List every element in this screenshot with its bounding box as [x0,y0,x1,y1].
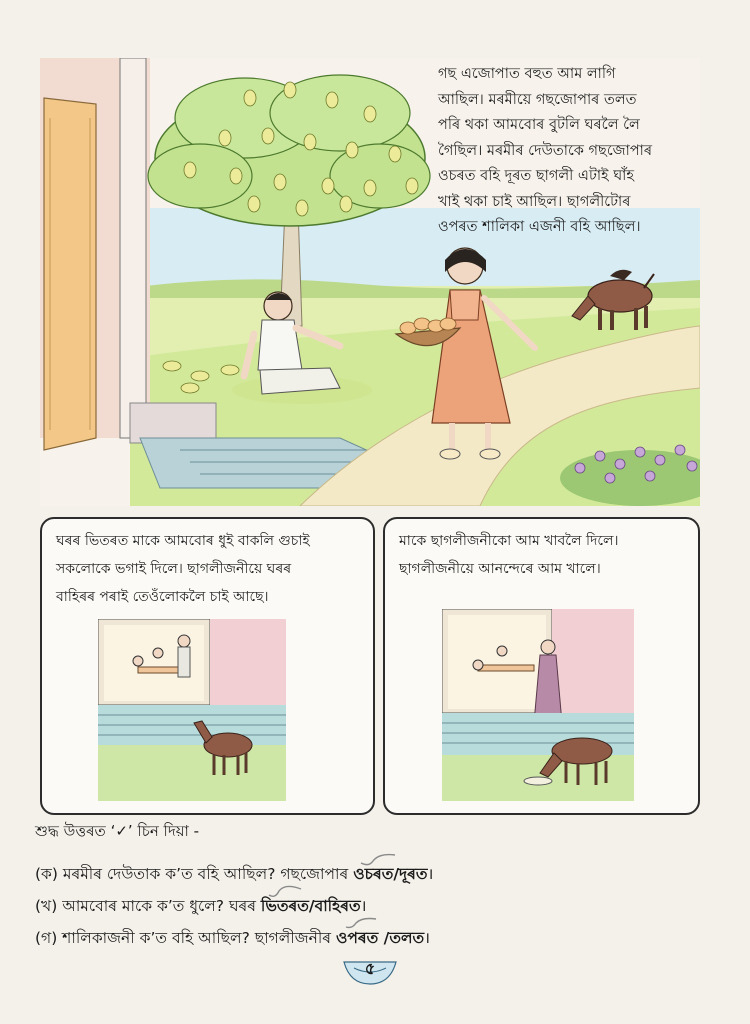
page-number-badge [340,950,400,990]
option-label: ওপৰত [335,929,379,947]
story-line: খাই থকা চাই আছিল। ছাগলীটোৰ [438,193,631,210]
question-ka [35,862,433,888]
story-line: পৰি থকা আমবোৰ বুটলি ঘৰলৈ লৈ [438,117,640,133]
answer-option[interactable] [261,897,309,915]
answer-option[interactable] [336,929,378,947]
option-label: ভিতৰত [260,897,309,915]
answer-option[interactable]: তলত [389,929,425,947]
story-line: ওপৰত শালিকা এজনী বহি আছিল। [438,219,641,235]
panel-right-text [399,527,618,583]
option-separator: / [308,897,315,915]
story-paragraph-top [438,62,708,241]
answer-option[interactable] [353,865,393,883]
panel-line: বাহিৰৰ পৰাই তেওঁলোকলৈ চাই আছে। [56,589,269,605]
panel-line: সকলোকে ভগাই দিলে। ছাগলীজনীয়ে ঘৰৰ [56,561,292,577]
option-label: ওচৰত [353,865,394,883]
story-line: আছিল। মৰমীয়ে গছজোপাৰ তলত [438,91,637,108]
answer-option[interactable]: দূৰত [399,865,428,883]
page-number: ৫ [364,959,376,978]
option-separator: / [393,865,399,883]
story-line: গছ এজোপাত বহুত আম লাগি [438,66,616,82]
question-ga [35,926,430,952]
pencil-tick-icon [267,883,307,899]
question-text: (ক) মৰমীৰ দেউতাক ক’ত বহি আছিল? গছজোপাৰ [35,865,354,883]
question-text: (খ) আমবোৰ মাকে ক’ত ধুলে? ঘৰৰ [35,897,261,915]
mango-plate [524,777,552,785]
option-separator: / [378,929,390,947]
exercise-title: শুদ্ধ উত্তৰত ‘✓’ চিন দিয়া - [35,822,200,840]
answer-option[interactable]: বাহিৰত [314,897,361,915]
indoor-scene-illustration [98,619,286,801]
panel-line: ছাগলীজনীয়ে আনন্দেৰে আম খালে। [399,561,601,577]
question-kha [35,894,367,920]
pencil-tick-icon [359,851,399,867]
question-end: । [360,897,367,915]
question-end: । [424,929,431,947]
panel-left-text [56,527,310,611]
panel-line: ঘৰৰ ভিতৰত মাকে আমবোৰ ধুই বাকলি গুচাই [56,533,310,549]
question-text: (গ) শালিকাজনী ক’ত বহি আছিল? ছাগলীজনীৰ [35,929,336,947]
panel-line: মাকে ছাগলীজনীকো আম খাবলৈ দিলে। [399,533,619,549]
story-line: ওচৰত বহি দূৰত ছাগলী এটাই ঘাঁহ [438,168,634,184]
story-panel-right [383,517,700,815]
question-end: । [427,865,434,883]
story-line: গৈছিল। মৰমীৰ দেউতাকে গছজোপাৰ [438,142,653,159]
pencil-tick-icon [342,915,382,931]
feeding-goat-illustration [442,609,634,801]
story-panel-left [40,517,375,815]
